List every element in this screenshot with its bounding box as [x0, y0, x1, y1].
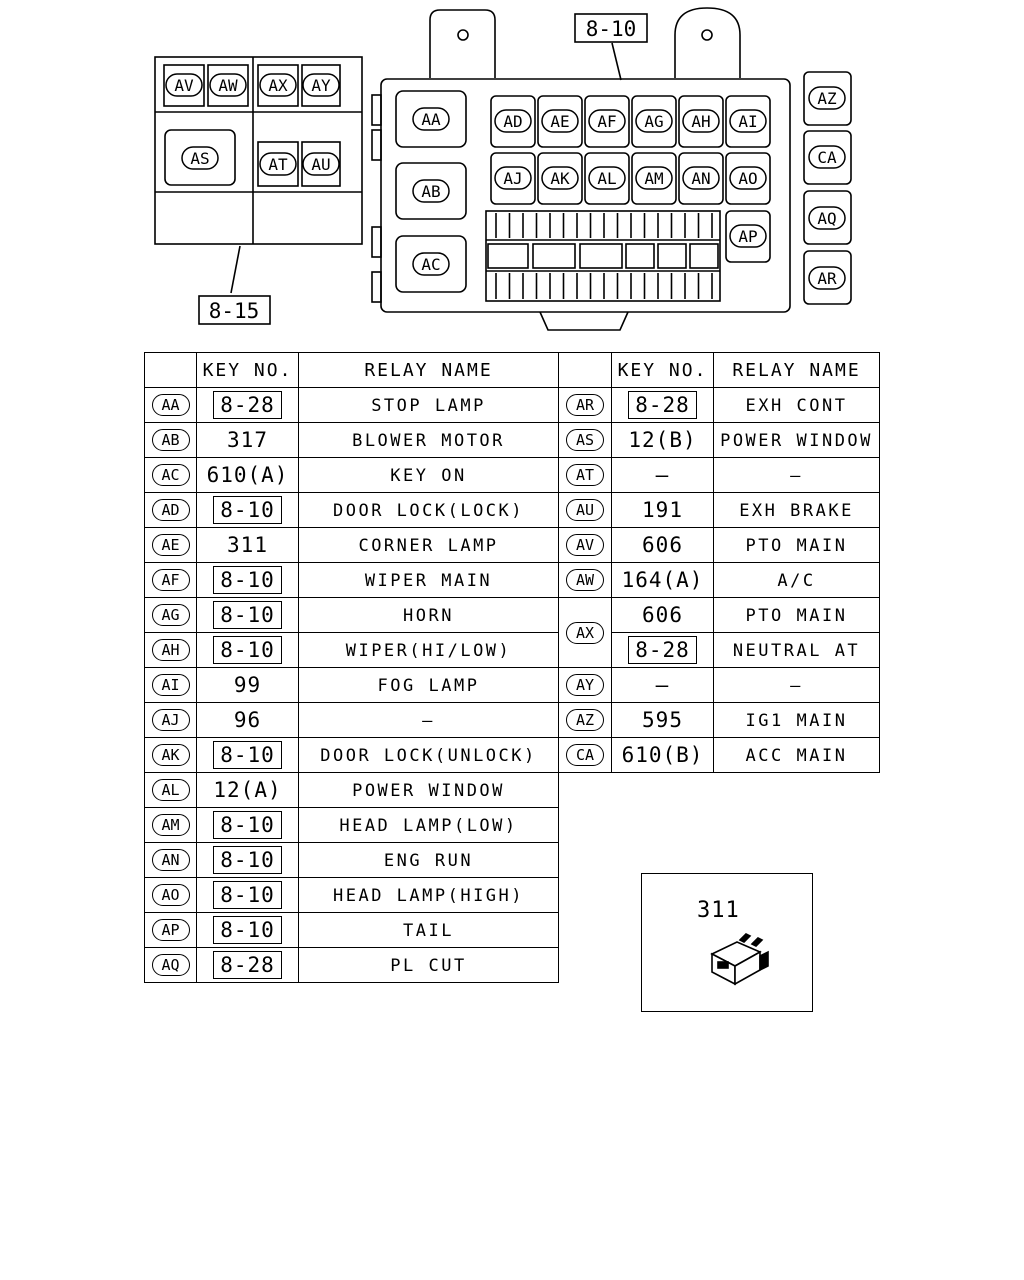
relay-key-cell — [197, 388, 299, 423]
relay-illustration-panel — [641, 873, 813, 1012]
relay-box-diagram — [0, 0, 1024, 340]
relay-key-cell — [612, 703, 714, 738]
relay-key-no: 8-28 — [628, 636, 697, 664]
relay-key-cell — [197, 493, 299, 528]
relay-code-cell — [559, 598, 612, 668]
relay-key-cell — [197, 458, 299, 493]
table-row — [145, 388, 880, 423]
diagram-code-ae — [542, 110, 578, 132]
relay-key-no: 8-10 — [213, 741, 282, 769]
relay-key-no: 8-10 — [213, 916, 282, 944]
relay-key-no: 317 — [227, 428, 268, 452]
relay-code-badge: CA — [566, 744, 604, 766]
relay-name: STOP LAMP — [371, 395, 486, 416]
relay-key-no: 164(A) — [621, 568, 704, 592]
table-row — [145, 493, 880, 528]
relay-key-cell — [612, 458, 714, 493]
relay-key-no: 595 — [642, 708, 683, 732]
svg-text:AB: AB — [421, 182, 441, 201]
relay-name-cell — [714, 703, 880, 738]
table-row — [145, 528, 880, 563]
relay-code-badge: AL — [152, 779, 190, 801]
svg-text:AD: AD — [503, 112, 523, 131]
svg-text:AG: AG — [644, 112, 664, 131]
relay-code-badge: AC — [152, 464, 190, 486]
relay-name-cell — [299, 668, 559, 703]
svg-text:AU: AU — [311, 155, 331, 174]
relay-key-cell — [612, 563, 714, 598]
relay-code-badge: AW — [566, 569, 604, 591]
diagram-code-au — [303, 153, 339, 175]
relay-key-no: 8-10 — [213, 636, 282, 664]
table-row — [145, 458, 880, 493]
relay-code-badge: AU — [566, 499, 604, 521]
relay-code-badge: AF — [152, 569, 190, 591]
relay-code-cell — [559, 388, 612, 423]
relay-key-no: 8-10 — [213, 811, 282, 839]
svg-text:AE: AE — [550, 112, 570, 131]
relay-key-cell — [197, 878, 299, 913]
relay-key-cell — [197, 668, 299, 703]
relay-code-cell — [559, 458, 612, 493]
relay-code-badge: AO — [152, 884, 190, 906]
diagram-code-ca — [809, 146, 845, 168]
relay-key-no: 96 — [233, 708, 262, 732]
relay-code-cell — [145, 668, 197, 703]
relay-name-cell — [299, 493, 559, 528]
diagram-code-aq — [809, 207, 845, 229]
relay-key-cell — [197, 773, 299, 808]
relay-name: NEUTRAL AT — [732, 640, 861, 661]
svg-text:AY: AY — [311, 76, 331, 95]
relay-key-no: 12(B) — [628, 428, 697, 452]
relay-code-badge: AK — [152, 744, 190, 766]
relay-name: — — [790, 465, 803, 486]
relay-key-no: 12(A) — [213, 778, 282, 802]
relay-key-cell — [197, 563, 299, 598]
relay-name-cell — [299, 703, 559, 738]
diagram-code-ah — [683, 110, 719, 132]
relay-key-no: 8-28 — [213, 391, 282, 419]
svg-text:AK: AK — [550, 169, 570, 188]
svg-text:AJ: AJ — [503, 169, 523, 188]
diagram-code-ao — [730, 167, 766, 189]
diagram-code-ac — [413, 253, 449, 275]
relay-name-cell — [714, 528, 880, 563]
relay-name: ENG RUN — [383, 850, 474, 871]
relay-code-cell — [145, 913, 197, 948]
relay-code-cell — [559, 423, 612, 458]
diagram-code-ab — [413, 180, 449, 202]
relay-name-cell — [299, 528, 559, 563]
header-key-no-right: KEY NO. — [612, 353, 714, 388]
relay-key-cell — [197, 948, 299, 983]
svg-text:AL: AL — [597, 169, 617, 188]
relay-code-cell — [145, 633, 197, 668]
svg-text:AC: AC — [421, 255, 441, 274]
diagram-code-ag — [636, 110, 672, 132]
table-row — [145, 668, 880, 703]
svg-text:AS: AS — [190, 149, 210, 168]
relay-code-badge: AS — [566, 429, 604, 451]
relay-code-cell — [145, 528, 197, 563]
relay-code-badge: AA — [152, 394, 190, 416]
svg-text:AI: AI — [738, 112, 758, 131]
relay-key-cell — [197, 913, 299, 948]
relay-name-cell — [299, 773, 559, 808]
relay-name-cell — [714, 423, 880, 458]
relay-name: — — [422, 710, 435, 731]
relay-code-badge: AM — [152, 814, 190, 836]
relay-code-badge: AI — [152, 674, 190, 696]
relay-name: EXH CONT — [745, 395, 848, 416]
svg-text:AQ: AQ — [817, 209, 837, 228]
relay-key-cell — [197, 598, 299, 633]
relay-name: HORN — [403, 605, 454, 626]
relay-code-badge: AJ — [152, 709, 190, 731]
table-row — [145, 808, 880, 843]
relay-icon — [702, 926, 782, 996]
relay-name: PL CUT — [390, 955, 467, 976]
diagram-code-aj — [495, 167, 531, 189]
relay-name: WIPER(HI/LOW) — [345, 640, 512, 661]
table-empty-cell — [559, 808, 880, 843]
relay-key-cell — [197, 843, 299, 878]
relay-key-no: 8-28 — [628, 391, 697, 419]
relay-key-no: 8-10 — [213, 881, 282, 909]
svg-text:CA: CA — [817, 148, 837, 167]
svg-text:AZ: AZ — [817, 89, 837, 108]
relay-key-no: 311 — [227, 533, 268, 557]
relay-code-badge: AR — [566, 394, 604, 416]
diagram-code-ak — [542, 167, 578, 189]
diagram-code-ap — [730, 225, 766, 247]
relay-code-badge: AE — [152, 534, 190, 556]
relay-key-cell — [612, 528, 714, 563]
relay-name: POWER WINDOW — [352, 780, 505, 801]
relay-key-no: — — [655, 673, 670, 697]
diagram-code-as — [182, 147, 218, 169]
relay-key-no: — — [655, 463, 670, 487]
relay-name-cell — [714, 633, 880, 668]
svg-text:AV: AV — [174, 76, 194, 95]
relay-key-cell — [612, 423, 714, 458]
relay-key-cell — [197, 808, 299, 843]
relay-key-no: 610(B) — [621, 743, 704, 767]
relay-name-cell — [299, 808, 559, 843]
relay-code-badge: AQ — [152, 954, 190, 976]
table-row — [145, 633, 880, 668]
relay-name-cell — [299, 738, 559, 773]
relay-code-badge: AN — [152, 849, 190, 871]
relay-code-cell — [145, 878, 197, 913]
relay-name: HEAD LAMP(HIGH) — [332, 885, 525, 906]
relay-key-no: 191 — [642, 498, 683, 522]
relay-name-cell — [299, 458, 559, 493]
svg-text:AF: AF — [597, 112, 617, 131]
relay-code-cell — [145, 563, 197, 598]
svg-text:AR: AR — [817, 269, 837, 288]
diagram-code-an — [683, 167, 719, 189]
relay-code-badge: AD — [152, 499, 190, 521]
diagram-code-ax — [260, 74, 296, 96]
relay-name: POWER WINDOW — [720, 430, 873, 451]
diagram-code-am — [636, 167, 672, 189]
relay-key-cell — [197, 703, 299, 738]
relay-name-cell — [714, 563, 880, 598]
box-label-8-10: 8-10 — [585, 17, 637, 41]
relay-name: DOOR LOCK(UNLOCK) — [320, 745, 537, 766]
table-row — [145, 703, 880, 738]
diagram-code-az — [809, 87, 845, 109]
relay-name-cell — [714, 388, 880, 423]
relay-name: KEY ON — [390, 465, 467, 486]
relay-key-no: 8-10 — [213, 566, 282, 594]
relay-code-cell — [145, 808, 197, 843]
relay-key-cell — [197, 528, 299, 563]
table-empty-cell — [559, 773, 880, 808]
table-row — [145, 563, 880, 598]
relay-code-badge: AB — [152, 429, 190, 451]
header-blank-right — [559, 353, 612, 388]
relay-name-cell — [714, 668, 880, 703]
relay-figure-label: 311 — [697, 898, 740, 923]
relay-name: ACC MAIN — [745, 745, 848, 766]
relay-name-cell — [714, 458, 880, 493]
svg-text:AO: AO — [738, 169, 758, 188]
relay-name: TAIL — [403, 920, 454, 941]
relay-name-cell — [299, 388, 559, 423]
relay-name: CORNER LAMP — [358, 535, 499, 556]
relay-key-no: 8-10 — [213, 846, 282, 874]
relay-key-cell — [612, 668, 714, 703]
relay-name: A/C — [777, 570, 816, 591]
relay-code-cell — [145, 843, 197, 878]
relay-name: PTO MAIN — [745, 605, 848, 626]
diagram-code-ad — [495, 110, 531, 132]
relay-name: EXH BRAKE — [739, 500, 854, 521]
header-relay-name-right: RELAY NAME — [714, 353, 880, 388]
relay-code-cell — [145, 738, 197, 773]
relay-code-badge: AY — [566, 674, 604, 696]
diagram-code-ar — [809, 267, 845, 289]
diagram-code-af — [589, 110, 625, 132]
svg-text:AH: AH — [691, 112, 711, 131]
relay-code-cell — [145, 598, 197, 633]
relay-code-cell — [559, 668, 612, 703]
relay-name: FOG LAMP — [377, 675, 480, 696]
relay-key-no: 8-10 — [213, 496, 282, 524]
relay-key-no: 8-28 — [213, 951, 282, 979]
relay-key-cell — [612, 493, 714, 528]
relay-code-cell — [559, 493, 612, 528]
table-row — [145, 773, 880, 808]
relay-code-badge: AZ — [566, 709, 604, 731]
header-key-no-left: KEY NO. — [197, 353, 299, 388]
relay-key-cell — [612, 598, 714, 633]
table-row — [145, 738, 880, 773]
svg-text:AN: AN — [691, 169, 711, 188]
relay-code-cell — [145, 948, 197, 983]
relay-code-cell — [145, 703, 197, 738]
relay-code-badge: AX — [566, 622, 604, 644]
relay-key-cell — [612, 633, 714, 668]
svg-text:AT: AT — [268, 155, 288, 174]
relay-key-no: 606 — [642, 603, 683, 627]
relay-key-no: 99 — [233, 673, 262, 697]
relay-name: IG1 MAIN — [745, 710, 848, 731]
svg-text:AX: AX — [268, 76, 288, 95]
relay-code-cell — [145, 773, 197, 808]
relay-key-cell — [197, 423, 299, 458]
relay-key-no: 606 — [642, 533, 683, 557]
relay-code-badge: AP — [152, 919, 190, 941]
relay-name-cell — [299, 563, 559, 598]
diagram-code-av — [166, 74, 202, 96]
relay-name-cell — [299, 598, 559, 633]
relay-name-cell — [299, 633, 559, 668]
relay-code-cell — [145, 388, 197, 423]
box-label-8-15: 8-15 — [208, 299, 260, 323]
relay-key-cell — [197, 633, 299, 668]
relay-code-badge: AG — [152, 604, 190, 626]
relay-code-badge: AV — [566, 534, 604, 556]
relay-name-cell — [714, 598, 880, 633]
diagram-code-ay — [303, 74, 339, 96]
relay-code-cell — [145, 458, 197, 493]
relay-name-cell — [714, 738, 880, 773]
relay-code-badge: AT — [566, 464, 604, 486]
relay-code-cell — [559, 528, 612, 563]
relay-key-no: 8-10 — [213, 601, 282, 629]
relay-name: WIPER MAIN — [364, 570, 493, 591]
relay-key-cell — [612, 738, 714, 773]
svg-text:AA: AA — [421, 110, 441, 129]
relay-name: DOOR LOCK(LOCK) — [332, 500, 525, 521]
relay-name-cell — [299, 843, 559, 878]
relay-code-cell — [145, 423, 197, 458]
diagram-code-al — [589, 167, 625, 189]
svg-text:AP: AP — [738, 227, 758, 246]
relay-name-cell — [299, 948, 559, 983]
diagram-code-aw — [210, 74, 246, 96]
relay-key-cell — [612, 388, 714, 423]
relay-code-badge: AH — [152, 639, 190, 661]
relay-name-cell — [299, 913, 559, 948]
relay-name: BLOWER MOTOR — [352, 430, 505, 451]
table-row — [145, 423, 880, 458]
header-blank-left — [145, 353, 197, 388]
relay-code-cell — [559, 738, 612, 773]
relay-name-cell — [299, 423, 559, 458]
relay-key-cell — [197, 738, 299, 773]
diagram-code-at — [260, 153, 296, 175]
relay-name: PTO MAIN — [745, 535, 848, 556]
relay-name-cell — [714, 493, 880, 528]
svg-text:AW: AW — [218, 76, 238, 95]
svg-text:AM: AM — [644, 169, 664, 188]
relay-key-no: 610(A) — [206, 463, 289, 487]
relay-code-cell — [559, 563, 612, 598]
relay-name: HEAD LAMP(LOW) — [339, 815, 518, 836]
diagram-code-aa — [413, 108, 449, 130]
relay-name-cell — [299, 878, 559, 913]
header-relay-name-left: RELAY NAME — [299, 353, 559, 388]
table-row — [145, 598, 880, 633]
diagram-code-ai — [730, 110, 766, 132]
relay-code-cell — [559, 703, 612, 738]
relay-name: — — [790, 675, 803, 696]
table-header-row — [145, 353, 880, 388]
relay-code-cell — [145, 493, 197, 528]
